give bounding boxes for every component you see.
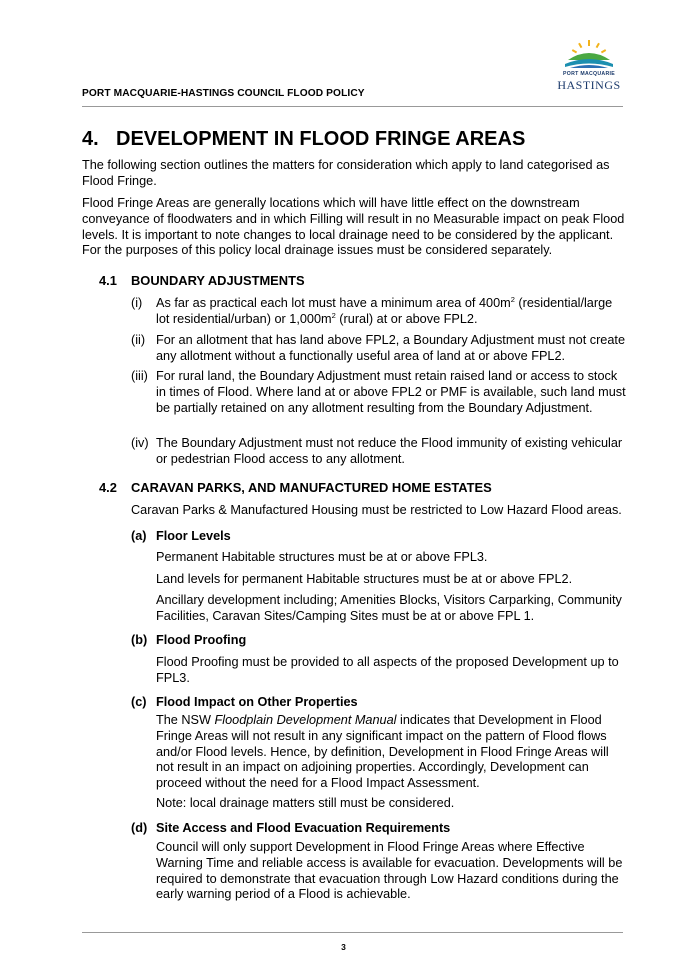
list-marker: (i) [131,296,143,310]
clause-letter: (d) [131,821,148,835]
list-marker: (iv) [131,436,149,450]
subsection-intro: Caravan Parks & Manufactured Housing must be restricted to Low Hazard Flood areas. [131,503,622,517]
subsection-heading-4-1 [99,273,305,288]
list-item-text: As far as practical each lot must have a minimum area of $400m^2$ (residential/large lot residential/urban) or $1,000m^2$ (rural) at or above FPL2. [156,294,613,326]
list-item [131,333,627,365]
document-header-title: PORT MACQUARIE-HASTINGS COUNCIL FLOOD POLICY [82,88,365,99]
clause-title: Flood Proofing [156,633,247,647]
manual-title: Floodplain Development Manual [214,713,397,727]
subsection-number: 4.2 [99,480,117,495]
section-number: 4. [82,128,99,150]
intro-paragraph-1: The following section outlines the matters for consideration which apply to land categorised as Flood Fringe. [82,158,610,188]
list-item [131,369,627,416]
clause-note: Note: local drainage matters still must be considered. [156,796,455,810]
logo-text-port-macquarie: PORT MACQUARIE [562,71,616,77]
list-marker: (iii) [131,369,148,383]
clause-heading-b [131,633,246,647]
intro-paragraph-2: Flood Fringe Areas are generally locations which will have little effect on the downstream conveyance of floodwaters and in which Filling will result in no Measurable impact on peak Flood levels. It is important to note changes to local drainage need to be considered by the applicant. For the purposes of this policy local drainage issues must be considered separately. [82,196,625,258]
clause-letter: (a) [131,529,147,543]
subsection-title: CARAVAN PARKS, AND MANUFACTURED HOME ESTATES [131,480,492,495]
section-title: DEVELOPMENT IN FLOOD FRINGE AREAS [116,128,526,150]
logo-text-hastings: HASTINGS [557,78,621,92]
list-item-text: For rural land, the Boundary Adjustment must retain raised land or access to stock in times of Flood. Where land at or above FPL2 or PMF is available, such land must be partially retained on any allotment resulting from the Boundary Adjustment. [156,369,626,415]
list-item-text: The Boundary Adjustment must not reduce the Flood immunity of existing vehicular or pedestrian Flood access to any allotment. [156,436,623,466]
clause-paragraph: The NSW Floodplain Development Manual indicates that Development in Flood Fringe Areas will not result in any significant impact on the pattern of Flood flows and/or Flood levels. Hence, by definition, Development in Flood Fringe Areas will not result in an impact on adjoining properties. Accordingly, Development can proceed without the need for a Flood Impact Assessment. [156,713,609,791]
clause-paragraph: Land levels for permanent Habitable structures must be at or above FPL2. [156,572,573,586]
clause-heading-a [131,529,231,543]
subsection-number: 4.1 [99,273,117,288]
clause-title: Site Access and Flood Evacuation Requirements [156,821,451,835]
clause-paragraph: Flood Proofing must be provided to all aspects of the proposed Development up to FPL3. [156,655,619,685]
list-item [131,296,627,328]
council-logo [552,40,626,96]
clause-heading-c [131,695,358,709]
clause-title: Flood Impact on Other Properties [156,695,358,709]
page-number: 3 [341,942,346,952]
header-divider [82,106,623,107]
list-item-text: For an allotment that has land above FPL2, a Boundary Adjustment must not create any allotment without a functionally useful area of land at or above FPL2. [156,333,626,363]
list-marker: (ii) [131,333,146,347]
clause-title: Floor Levels [156,529,231,543]
subsection-title: BOUNDARY ADJUSTMENTS [131,273,305,288]
subsection-heading-4-2 [99,480,492,495]
footer-divider [82,932,623,933]
clause-heading-d [131,821,450,835]
sun-hills-icon [562,40,616,70]
clause-paragraph: Council will only support Development in Flood Fringe Areas where Effective Warning Time and reliable access is available for evacuation. Developments will be required to demonstrate that evacuation through Low Hazard conditions during the early warning period of a Flood is achievable. [156,840,623,902]
section-heading [82,128,525,151]
clause-paragraph: Ancillary development including; Amenities Blocks, Visitors Carparking, Community Facilities, Caravan Sites/Camping Sites must be at or above FPL 1. [156,593,622,623]
clause-letter: (b) [131,633,148,647]
clause-paragraph: Permanent Habitable structures must be at or above FPL3. [156,550,488,564]
clause-letter: (c) [131,695,147,709]
list-item [131,436,627,468]
